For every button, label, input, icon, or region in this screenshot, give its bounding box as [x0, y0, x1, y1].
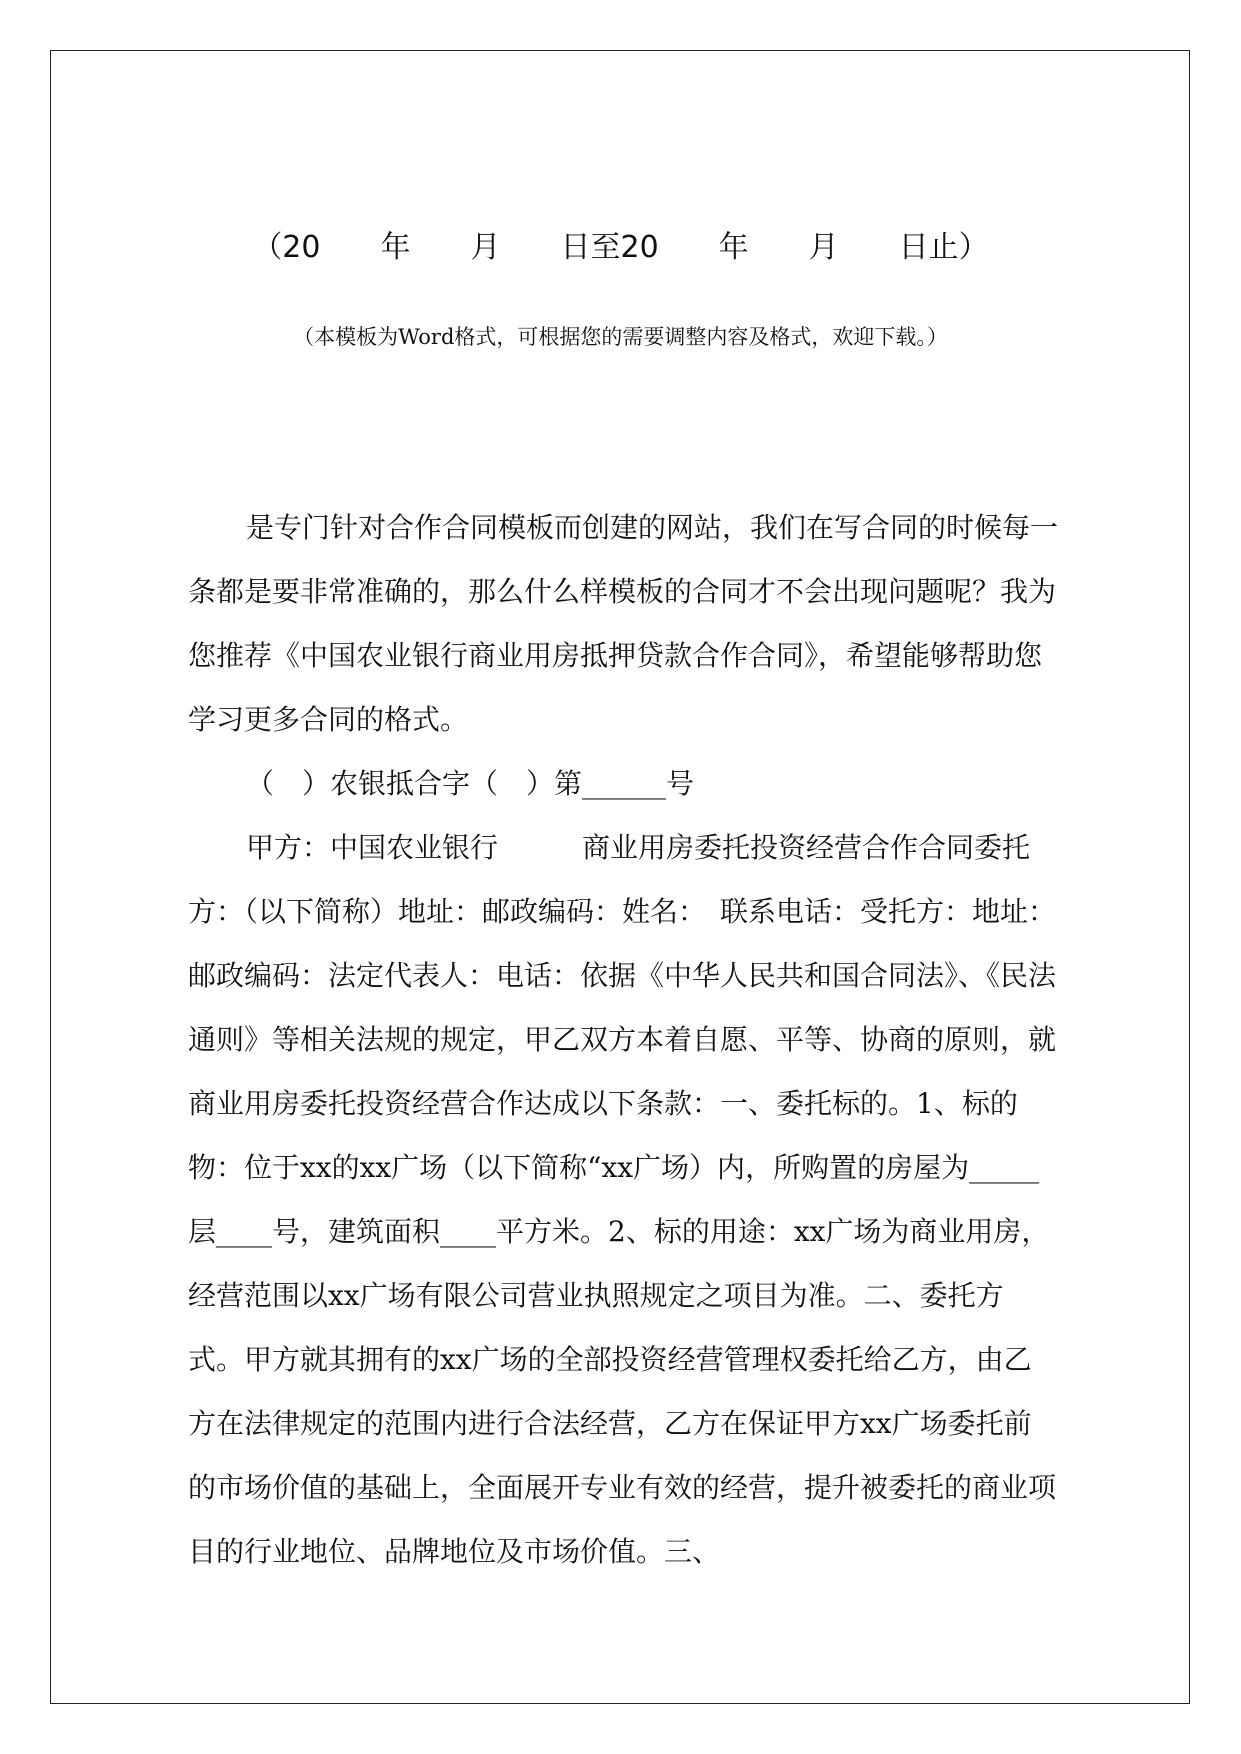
template-note: （本模板为Word格式，可根据您的需要调整内容及格式，欢迎下载。）	[293, 325, 948, 349]
date-range-heading: （20 年 月 日至20 年 月 日止）	[252, 230, 989, 265]
contract-body	[188, 496, 1071, 1584]
intro-paragraph: 是专门针对合作合同模板而创建的网站，我们在写合同的时候每一条都是要非常准确的，那么什么样模板的合同才不会出现问题呢？我为您推荐《中国农业银行商业用房抵押贷款合作合同》，希望能够帮助您学习更多合同的格式。	[188, 511, 1059, 736]
contract-main-paragraph: 甲方：中国农业银行 商业用房委托投资经营合作合同委托方：（以下简称）地址：邮政编码：姓名： 联系电话：受托方：地址： 邮政编码：法定代表人：电话：依据《中华人民共和国合同法》、《民法通则》等相关法规的规定，甲乙双方本着自愿、平等、协商的原则，就商业用房委托投资经营合作达成以下条款：一、委托标的。1、标的物：位于xx的xx广场（以下简称“xx广场）内，所购置的房屋为_____层____号，建筑面积____平方米。2、标的用途：xx广场为商业用房，经营范围以xx广场有限公司营业执照规定之项目为准。二、委托方式。甲方就其拥有的xx广场的全部投资经营管理权委托给乙方，由乙方在法律规定的范围内进行合法经营，乙方在保证甲方xx广场委托前的市场价值的基础上，全面展开专业有效的经营，提升被委托的商业项目的行业地位、品牌地位及市场价值。三、	[188, 831, 1071, 1568]
contract-number-line: （ ）农银抵合字（ ）第______号	[246, 767, 695, 800]
